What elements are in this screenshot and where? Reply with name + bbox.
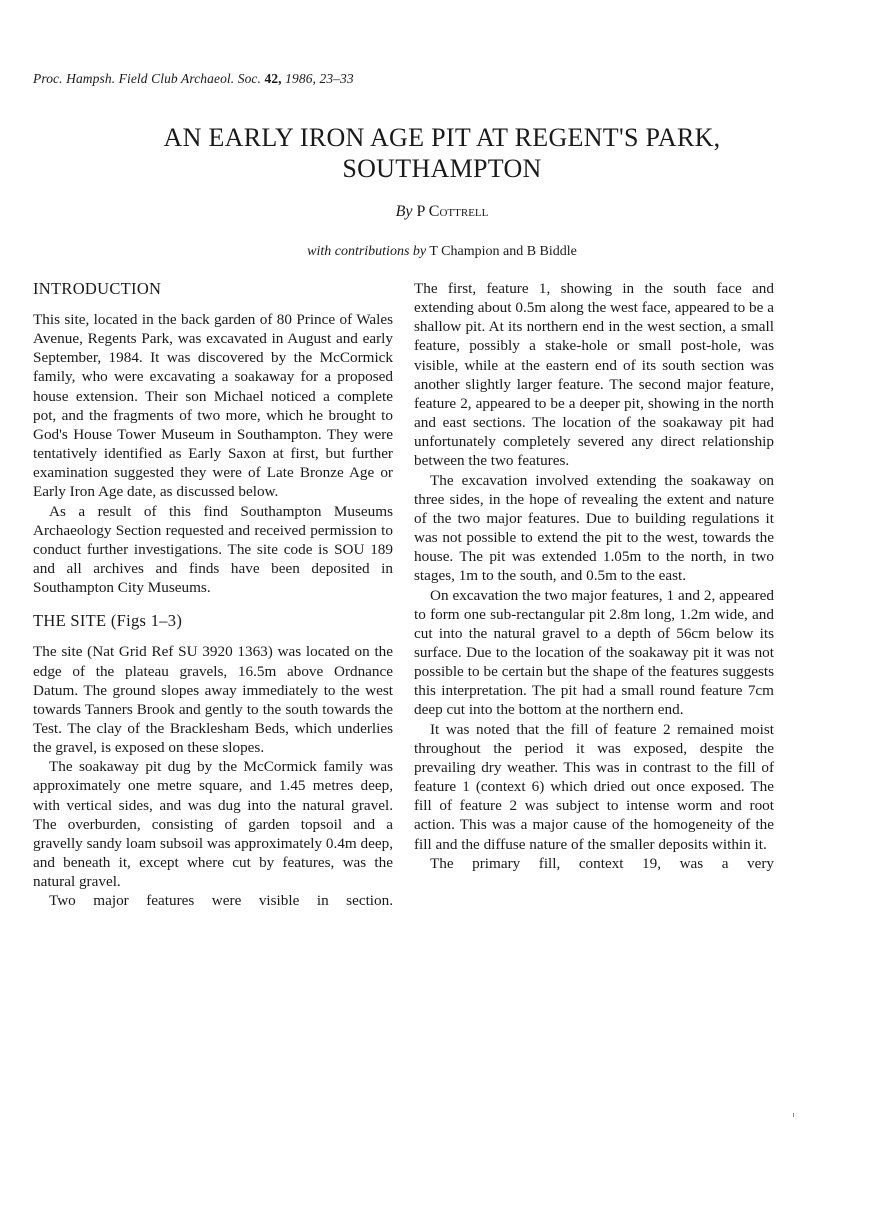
section-heading-introduction: INTRODUCTION — [33, 279, 162, 298]
right-column — [414, 279, 774, 873]
title-line-1: AN EARLY IRON AGE PIT AT REGENT'S PARK, — [163, 123, 721, 152]
paragraph: The site (Nat Grid Ref SU 3920 1363) was located on the edge of the plateau gravels, 16.5m above Ordnance Datum. The ground slopes away immediately to the west towards Tanners Brook and gently to the south towards the Test. The clay of the Bracklesham Beds, which underlies the gravel, is exposed on these slopes. — [33, 643, 393, 757]
paragraph: The soakaway pit dug by the McCormick family was approximately one metre square, and 1.45 metres deep, with vertical sides, and was dug into the natural gravel. The overburden, consisting of garden topsoil and a gravelly sandy loam subsoil was approximately 0.4m deep, and beneath it, except where cut by features, was the natural gravel. — [33, 758, 393, 891]
paragraph: The first, feature 1, showing in the south face and extending about 0.5m along the west face, appeared to be a shallow pit. At its northern end in the west section, a small feature, possibly a stake-hole or small post-hole, was visible, while at the eastern end of its south section was another slightly larger feature. The second major feature, feature 2, appeared to be a deeper pit, showing in the north and east sections. The location of the soakaway pit had unfortunately completely severed any direct relationship between the two features. — [414, 280, 774, 470]
contributions-line — [0, 244, 884, 260]
page-mark — [793, 1113, 794, 1117]
paragraph: The excavation involved extending the soakaway on three sides, in the hope of revealing the extent and nature of the two major features. Due to building regulations it was not possible to extend the pit to the west, towards the house. The pit was extended 1.05m to the north, in two stages, 1m to the south, and 0.5m to the east. — [414, 471, 774, 585]
left-column — [33, 279, 393, 911]
paragraph: As a result of this find Southampton Museums Archaeology Section requested and received permission to conduct further investigations. The site code is SOU 189 and all archives and finds have been deposited in Southampton City Museums. — [33, 502, 393, 597]
section-heading-the-site: THE SITE (Figs 1–3) — [33, 611, 183, 631]
paragraph: On excavation the two major features, 1 and 2, appeared to form one sub-rectangular pit 2.8m long, 1.2m wide, and cut into the natural gravel to a depth of 56cm below its surface. Due to the location of the soakaway pit it was not possible to be certain but the shape of the features suggests this interpretation. The pit had a small round feature 7cm deep cut into the bottom at the northern end. — [414, 586, 774, 719]
article-title — [40, 122, 844, 184]
paragraph: It was noted that the fill of feature 2 remained moist throughout the period it was exposed, despite the prevailing dry weather. This was in contrast to the fill of feature 1 (context 6) which dried out once exposed. The fill of feature 2 was subject to intense worm and root action. This was a major cause of the homogeneity of the fill and the diffuse nature of the smaller deposits within it. — [414, 720, 774, 853]
contributors: T Champion and B Biddle — [429, 244, 577, 259]
title-line-2: SOUTHAMPTON — [342, 154, 542, 183]
author-name: P Cottrell — [416, 203, 489, 220]
byline-by: By — [395, 203, 413, 220]
byline — [0, 203, 884, 221]
contributions-prefix: with contributions by — [307, 244, 427, 259]
paragraph: Two major features were visible in section. — [49, 892, 393, 910]
journal-name: Proc. Hampsh. Field Club Archaeol. Soc. — [33, 71, 261, 86]
paragraph: This site, located in the back garden of 80 Prince of Wales Avenue, Regents Park, was excavated in August and early September, 1984. It was discovered by the McCormick family, who were excavating a soakaway for a proposed house extension. Their son Michael noticed a complete pot, and the fragments of two more, which he brought to God's House Tower Museum in Southampton. They were tentatively identified as Early Saxon at first, but further examination suggested they were of Late Bronze Age or Early Iron Age date, as discussed below. — [33, 311, 393, 501]
journal-year-pages: 1986, 23–33 — [285, 71, 354, 86]
paragraph: The primary fill, context 19, was a very — [430, 854, 774, 872]
journal-volume: 42, — [264, 71, 282, 86]
journal-reference — [33, 71, 354, 87]
